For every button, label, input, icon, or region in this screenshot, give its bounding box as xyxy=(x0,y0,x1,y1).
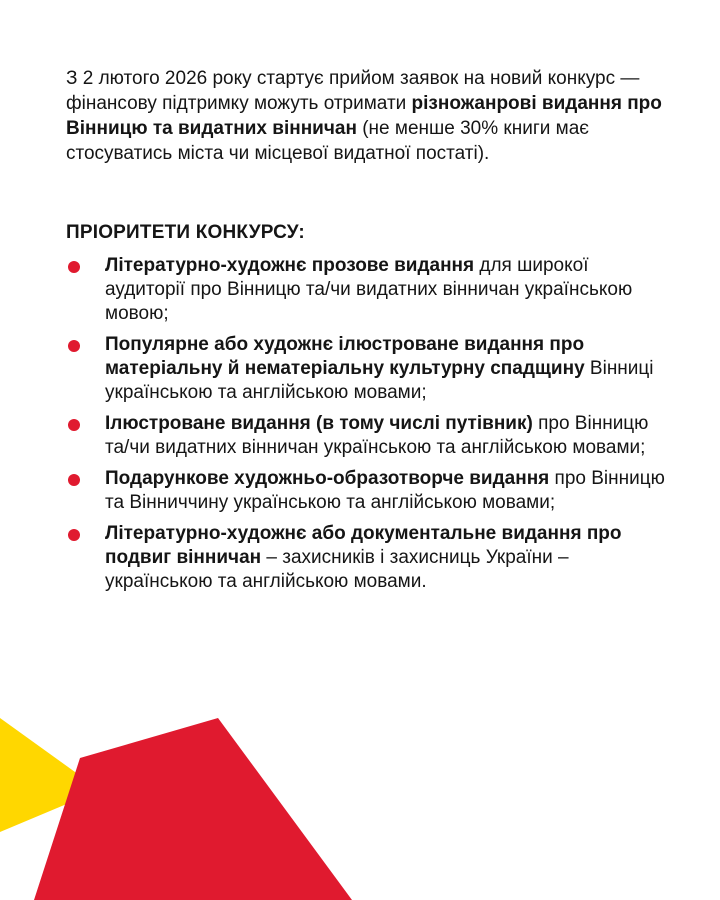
red-bullet-icon xyxy=(68,419,80,431)
priorities-list xyxy=(66,254,666,601)
priority-item-bold: Літературно-художнє прозове видання xyxy=(105,255,475,276)
priority-item-text: про Вінницю та/чи видатних вінничан українською та англійською мовами; xyxy=(105,413,649,458)
red-bullet-icon xyxy=(68,474,80,486)
priority-item xyxy=(66,254,666,326)
priority-item xyxy=(66,333,666,405)
intro-bold-text: різножанрові видання про Вінницю та видатних вінничан xyxy=(66,93,662,139)
intro-text-start: З 2 лютого 2026 року стартує прийом заявок на новий конкурс — фінансову підтримку можуть отримати xyxy=(66,68,640,114)
red-parallelogram-shape xyxy=(34,718,352,900)
red-bullet-icon xyxy=(68,340,80,352)
priority-item-bold: Ілюстроване видання (в тому числі путівник) xyxy=(105,413,533,434)
priority-item-text: про Вінницю та Вінниччину українською та англійською мовами; xyxy=(105,468,665,513)
priority-item-bold: Літературно-художнє або документальне видання про подвиг вінничан xyxy=(105,523,622,568)
intro-paragraph xyxy=(66,66,666,166)
priority-item xyxy=(66,412,666,460)
decorative-shapes xyxy=(0,700,720,900)
priority-item xyxy=(66,522,666,594)
priorities-heading: ПРІОРИТЕТИ КОНКУРСУ: xyxy=(66,222,305,243)
priority-item-text: Вінниці українською та англійською мовами; xyxy=(105,358,654,403)
priority-item-text: – захисників і захисниць України – українською та англійською мовами. xyxy=(105,547,569,592)
red-bullet-icon xyxy=(68,261,80,273)
red-bullet-icon xyxy=(68,529,80,541)
priority-item xyxy=(66,467,666,515)
priority-item-text: для широкої аудиторії про Вінницю та/чи видатних вінничан українською мовою; xyxy=(105,255,633,324)
intro-text-end: (не менше 30% книги має стосуватись міста чи місцевої видатної постаті). xyxy=(66,118,589,164)
priority-item-bold: Подарункове художньо-образотворче видання xyxy=(105,468,550,489)
priority-item-bold: Популярне або художнє ілюстроване видання про матеріальну й нематеріальну культурну спадщину xyxy=(105,334,585,379)
